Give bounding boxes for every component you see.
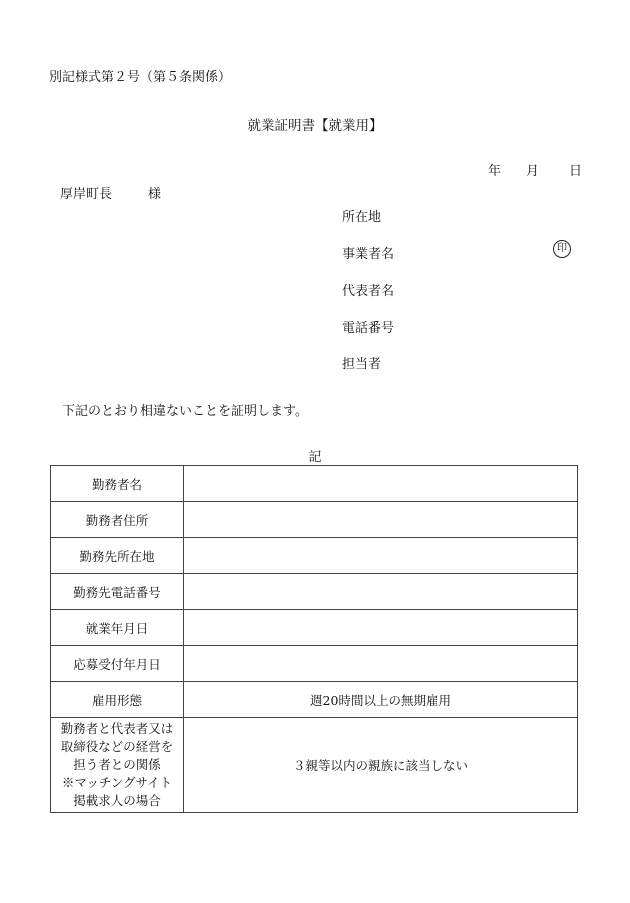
- workplace-phone-field[interactable]: [184, 574, 578, 610]
- addressee: [60, 183, 161, 202]
- issuer-representative-label: 代表者名: [342, 284, 395, 299]
- table-row: [51, 646, 578, 682]
- table-row: [51, 610, 578, 646]
- application-date-field[interactable]: [184, 646, 578, 682]
- addressee-honorific: 様: [148, 187, 162, 202]
- worker-address-label: 勤務者住所: [51, 502, 184, 538]
- issuer-person-in-charge-label: 担当者: [342, 357, 382, 372]
- worker-address-field[interactable]: [184, 502, 578, 538]
- seal-mark: 印: [553, 240, 571, 258]
- relationship-label-note: ※マッチングサイト: [61, 775, 173, 790]
- table-row: [51, 574, 578, 610]
- relationship-value: ３親等以内の親族に該当しない: [184, 718, 578, 813]
- relationship-label-line: 勤務者と代表者又は: [60, 721, 174, 736]
- workplace-address-field[interactable]: [184, 538, 578, 574]
- worker-name-label: 勤務者名: [51, 466, 184, 502]
- relationship-label-line: 取締役などの経営を: [60, 739, 174, 754]
- certification-statement: 下記のとおり相違ないことを証明します。: [62, 404, 308, 419]
- employment-date-field[interactable]: [184, 610, 578, 646]
- issuer-address-label: 所在地: [342, 210, 382, 225]
- table-row: [51, 502, 578, 538]
- relationship-label-line: 担う者との関係: [73, 757, 161, 772]
- addressee-name: 厚岸町長: [60, 187, 113, 202]
- issuer-phone-label: 電話番号: [342, 321, 395, 336]
- table-row: [51, 466, 578, 502]
- employment-info-table: [50, 465, 578, 813]
- workplace-phone-label: 勤務先電話番号: [51, 574, 184, 610]
- date-line: [488, 160, 582, 179]
- worker-name-field[interactable]: [184, 466, 578, 502]
- employment-type-label: 雇用形態: [51, 682, 184, 718]
- workplace-address-label: 勤務先所在地: [51, 538, 184, 574]
- table-row: [51, 538, 578, 574]
- table-row: [51, 718, 578, 813]
- employment-date-label: 就業年月日: [51, 610, 184, 646]
- application-date-label: 応募受付年月日: [51, 646, 184, 682]
- date-month-label: 月: [526, 164, 540, 179]
- date-day-label: 日: [569, 164, 583, 179]
- issuer-business-name-label: 事業者名: [342, 247, 395, 262]
- document-title: 就業証明書【就業用】: [247, 118, 383, 134]
- date-year-label: 年: [488, 164, 502, 179]
- employment-type-value: 週20時間以上の無期雇用: [184, 682, 578, 718]
- relationship-label: [51, 718, 184, 813]
- relationship-label-note: 掲載求人の場合: [73, 793, 161, 808]
- form-number: 別記様式第２号（第５条関係）: [49, 70, 232, 85]
- table-row: [51, 682, 578, 718]
- ki-heading: 記: [308, 450, 322, 465]
